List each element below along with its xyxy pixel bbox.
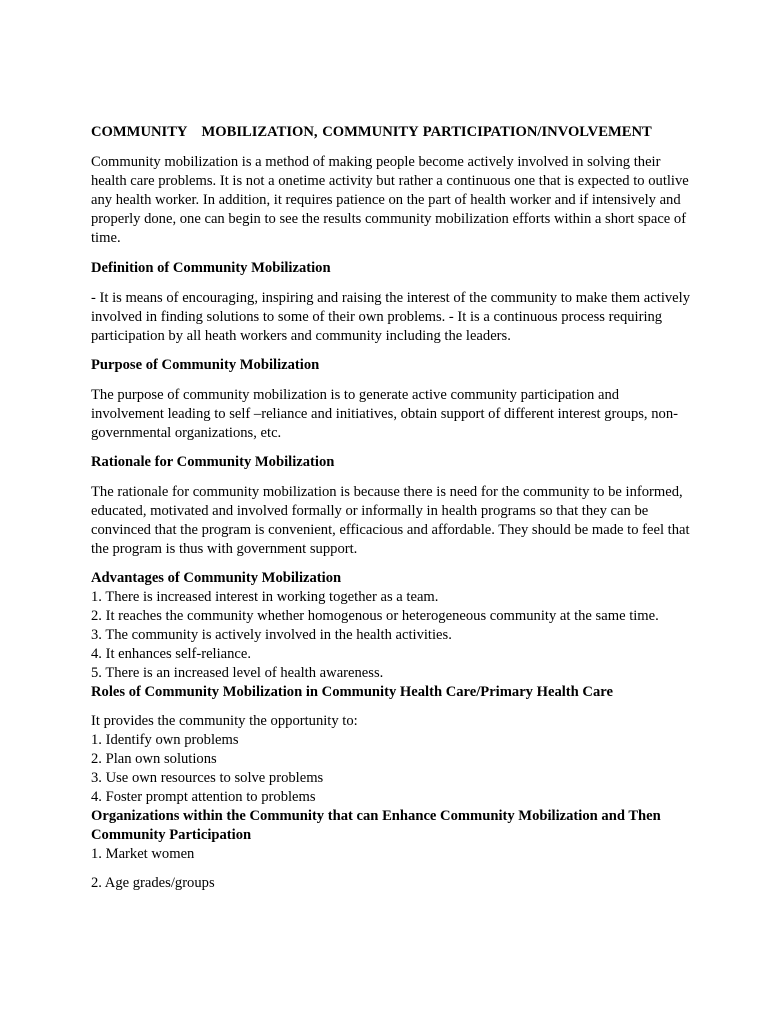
list-item: 2. Age grades/groups bbox=[91, 875, 215, 891]
roles-intro: It provides the community the opportunity to: bbox=[91, 713, 358, 729]
rationale-paragraph: The rationale for community mobilization is because there is need for the community to be informed, educated, motivated and involved formally or informally in health programs so that they can be convinced that the program is convenient, efficacious and affordable. They should be made to feel that the program is thus with government support. bbox=[91, 484, 690, 557]
definition-heading: Definition of Community Mobilization bbox=[91, 260, 331, 276]
document-page bbox=[91, 123, 691, 893]
list-item: 4. Foster prompt attention to problems bbox=[91, 789, 316, 805]
organizations-list bbox=[91, 845, 691, 893]
list-item: 1. There is increased interest in working together as a team. bbox=[91, 589, 439, 605]
advantages-list bbox=[91, 588, 691, 683]
list-item: 3. Use own resources to solve problems bbox=[91, 770, 324, 786]
list-item: 4. It enhances self-reliance. bbox=[91, 646, 252, 662]
title-part-2: MOBILIZATION, COMMUNITY PARTICIPATION/INVOLVEMENT bbox=[201, 124, 652, 140]
list-item: 1. Market women bbox=[91, 846, 195, 862]
document-title bbox=[91, 123, 691, 142]
roles-heading: Roles of Community Mobilization in Community Health Care/Primary Health Care bbox=[91, 684, 613, 700]
definition-paragraph: - It is means of encouraging, inspiring and raising the interest of the community to make them actively involved in finding solutions to some of their own problems. - It is a continuous process requiring participation by all heath workers and community including the leaders. bbox=[91, 290, 690, 344]
list-item: 2. It reaches the community whether homogenous or heterogeneous community at the same time. bbox=[91, 608, 659, 624]
intro-paragraph: Community mobilization is a method of making people become actively involved in solving their health care problems. It is not a onetime activity but rather a continuous one that is expected to outlive any health worker. In addition, it requires patience on the part of health worker and if intensively and properly done, one can begin to see the results community mobilization efforts within a short space of time. bbox=[91, 154, 689, 246]
list-item: 1. Identify own problems bbox=[91, 732, 239, 748]
roles-list bbox=[91, 731, 691, 807]
rationale-heading: Rationale for Community Mobilization bbox=[91, 454, 335, 470]
purpose-paragraph: The purpose of community mobilization is to generate active community participation and involvement leading to self –reliance and initiatives, obtain support of different interest groups, non-governmental organizations, etc. bbox=[91, 387, 678, 441]
list-item: 2. Plan own solutions bbox=[91, 751, 217, 767]
organizations-heading: Organizations within the Community that can Enhance Community Mobilization and Then Community Participation bbox=[91, 808, 661, 843]
purpose-heading: Purpose of Community Mobilization bbox=[91, 357, 320, 373]
list-item: 3. The community is actively involved in the health activities. bbox=[91, 627, 452, 643]
advantages-heading: Advantages of Community Mobilization bbox=[91, 570, 342, 586]
list-item: 5. There is an increased level of health awareness. bbox=[91, 665, 384, 681]
title-part-1: COMMUNITY bbox=[91, 124, 188, 140]
